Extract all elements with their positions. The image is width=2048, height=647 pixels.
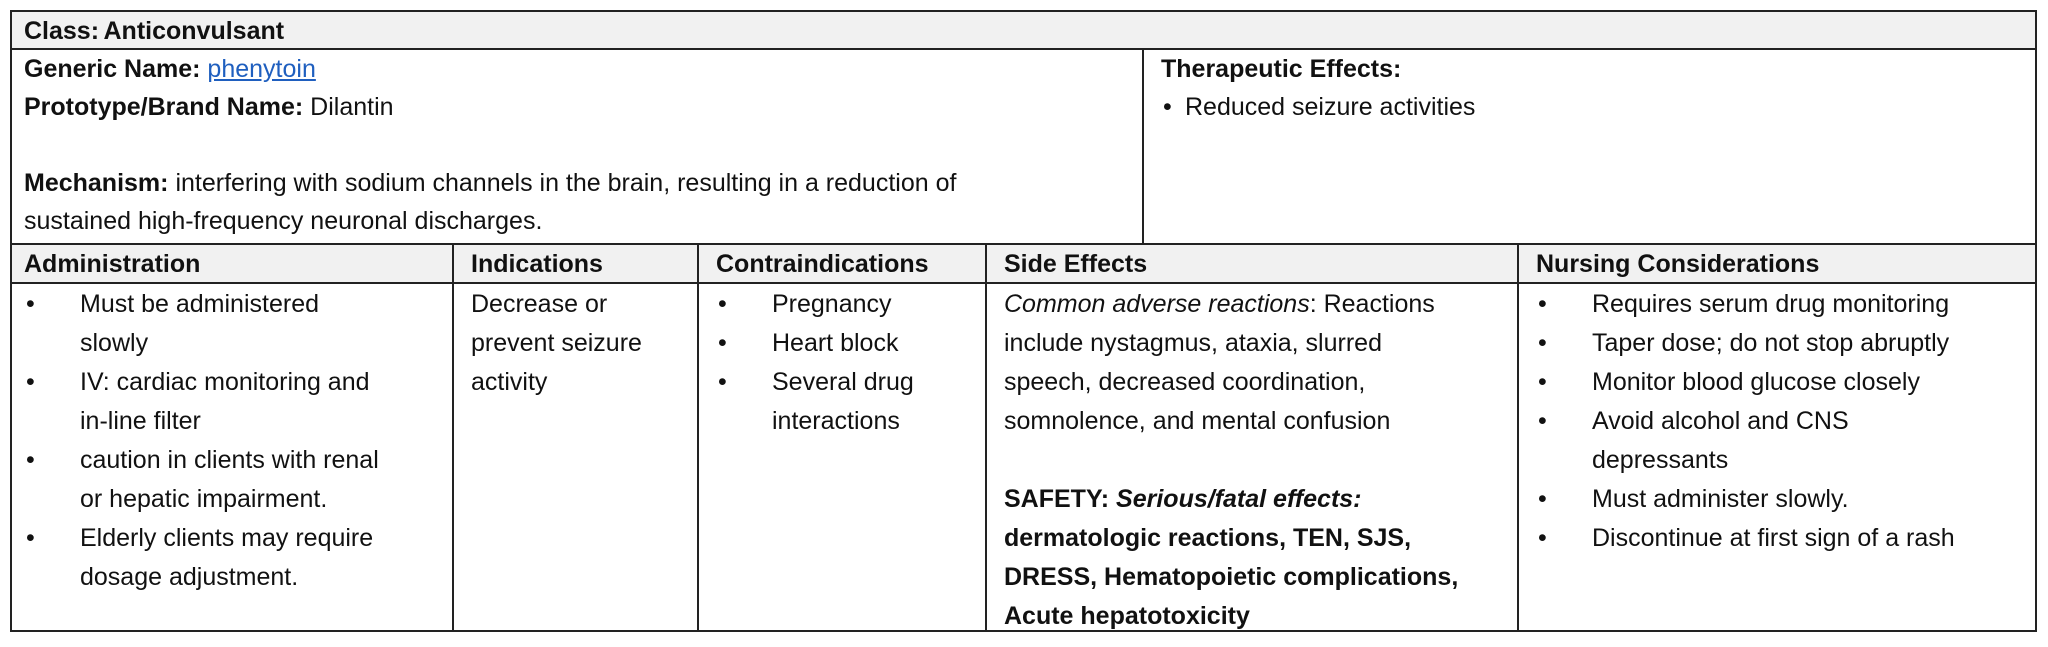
safety-line — [1004, 480, 1517, 519]
contraindications-cell — [697, 284, 985, 630]
list-item: • Taper dose; do not stop abruptly — [1536, 324, 2035, 363]
class-row — [12, 12, 2035, 50]
generic-name-label: Generic Name: — [24, 55, 201, 83]
common-reactions-line: include nystagmus, ataxia, slurred — [1004, 329, 1382, 357]
header-nursing-considerations — [1517, 245, 2035, 282]
brand-name-value: Dilantin — [310, 93, 394, 121]
safety-line: dermatologic reactions, TEN, SJS, — [1004, 524, 1412, 552]
brand-name-label: Prototype/Brand Name: — [24, 93, 304, 121]
nursing-considerations-cell — [1517, 284, 2035, 630]
indications-line: activity — [471, 368, 548, 396]
list-item: • Pregnancy — [716, 285, 985, 324]
contraindications-list — [716, 285, 985, 441]
mechanism-text: interfering with sodium channels in the brain, resulting in a reduction of — [175, 169, 957, 197]
safety-line: DRESS, Hematopoietic complications, — [1004, 563, 1459, 591]
column-header-row — [12, 245, 2035, 284]
list-item: • Must be administered slowly — [24, 285, 452, 363]
spacer — [1004, 441, 1517, 480]
list-item: • Requires serum drug monitoring — [1536, 285, 2035, 324]
common-reactions-label: Common adverse reactions — [1004, 290, 1310, 318]
drug-info-cell — [12, 50, 1142, 243]
list-item: • Avoid alcohol and CNS depressants — [1536, 402, 2035, 480]
mechanism-line-2: sustained high-frequency neuronal discharges. — [24, 207, 543, 235]
class-cell — [12, 12, 2035, 48]
list-item: • IV: cardiac monitoring and in-line filter — [24, 363, 452, 441]
indications-cell — [452, 284, 697, 630]
indications-line: Decrease or — [471, 290, 608, 318]
safety-italic: Serious/fatal effects: — [1116, 485, 1362, 513]
list-item: • Reduced seizure activities — [1161, 88, 2035, 127]
list-item: • Elderly clients may require dosage adjustment. — [24, 519, 452, 597]
header-contraindications — [697, 245, 985, 282]
mechanism-label: Mechanism: — [24, 169, 169, 197]
list-item: • Discontinue at first sign of a rash — [1536, 519, 2035, 558]
header-label: Nursing Considerations — [1536, 250, 1820, 278]
header-label: Side Effects — [1004, 250, 1148, 278]
therapeutic-effects-list — [1161, 88, 2035, 127]
drug-info-row — [12, 50, 2035, 245]
common-reactions-line: speech, decreased coordination, — [1004, 368, 1366, 396]
therapeutic-effects-label: Therapeutic Effects: — [1161, 55, 1402, 83]
header-administration — [12, 245, 452, 282]
mechanism-line — [24, 164, 1142, 202]
list-item: • caution in clients with renal or hepatic impairment. — [24, 441, 452, 519]
spacer — [24, 126, 1142, 164]
list-item: • Monitor blood glucose closely — [1536, 363, 2035, 402]
header-side-effects — [985, 245, 1517, 282]
side-effects-cell — [985, 284, 1517, 630]
administration-cell — [12, 284, 452, 630]
list-item: • Heart block — [716, 324, 985, 363]
class-value: Anticonvulsant — [103, 17, 285, 45]
header-label: Indications — [471, 250, 603, 278]
list-item: • Several drug interactions — [716, 363, 985, 441]
header-label: Administration — [24, 250, 201, 278]
administration-list — [24, 285, 452, 597]
generic-name-line — [24, 50, 1142, 88]
header-label: Contraindications — [716, 250, 929, 278]
brand-name-line — [24, 88, 1142, 126]
common-reactions-line: somnolence, and mental confusion — [1004, 407, 1391, 435]
therapeutic-effects-cell — [1142, 50, 2035, 243]
header-indications — [452, 245, 697, 282]
safety-line: Acute hepatotoxicity — [1004, 602, 1250, 630]
details-row — [12, 284, 2035, 630]
common-reactions-line: Common adverse reactions: Reactions — [1004, 290, 1435, 318]
class-label: Class: — [24, 17, 100, 45]
indications-line: prevent seizure — [471, 329, 642, 357]
generic-name-link[interactable]: phenytoin — [207, 55, 316, 83]
nursing-considerations-list — [1536, 285, 2035, 558]
list-item: • Must administer slowly. — [1536, 480, 2035, 519]
safety-label: SAFETY: — [1004, 485, 1110, 513]
drug-card-table — [10, 10, 2037, 632]
